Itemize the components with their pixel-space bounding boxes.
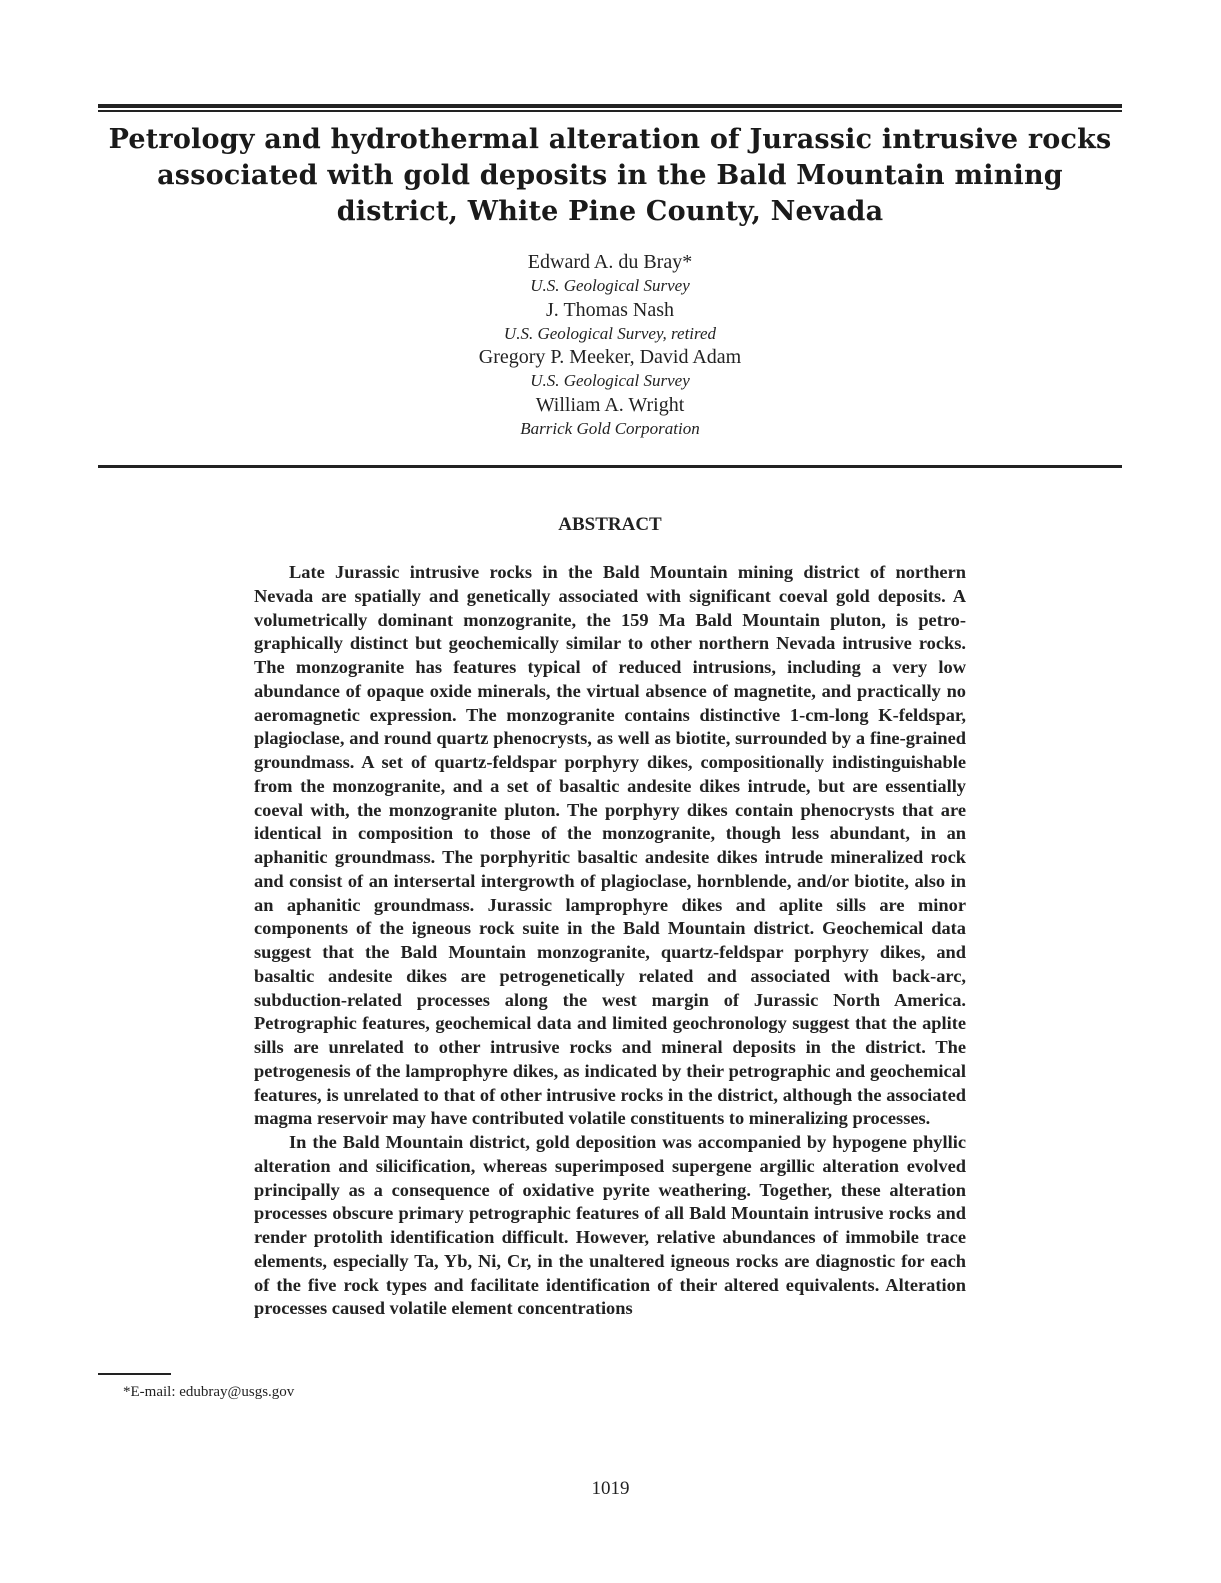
author-affiliation: U.S. Geological Survey [530, 276, 690, 295]
abstract-heading: ABSTRACT [558, 514, 662, 535]
footnote-rule [98, 1373, 171, 1375]
header-divider [98, 465, 1122, 468]
footnote-email: *E-mail: edubray@usgs.gov [123, 1384, 295, 1400]
title-rule-thin [98, 110, 1122, 112]
author-name: Gregory P. Meeker, David Adam [478, 346, 742, 368]
author-affiliation: Barrick Gold Corporation [520, 418, 700, 438]
abstract-paragraph: In the Bald Mountain district, gold deposition was accompanied by hypogene phyllic alteration and silicification, whereas superimposed supergene argillic alteration evolved principally as a consequence of oxidative pyrite weathering. Together, these alteration processes obscure primary petrographic features of all Bald Mountain intrusive rocks and render protolith identification difficult. However, relative abundances of immobile trace elements, especially Ta, Yb, Ni, Cr, in the unaltered igneous rocks are diagnostic for each of the five rock types and facilitate identification of their altered equivalents. Alteration processes caused volatile element concentrations [254, 1132, 966, 1319]
abstract-paragraph: Late Jurassic intrusive rocks in the Bald Mountain mining district of northern Nevada are spatially and genetically associated with significant coeval gold deposits. A volumetrically dominant monzogranite, the 159 Ma Bald Mountain pluton, is petrographically distinct but geochemically similar to other northern Nevada intrusive rocks. The monzogranite has features typical of reduced intrusions, including a very low abundance of opaque oxide minerals, the virtual absence of magnetite, and practically no aeromagnetic expression. The monzogranite contains distinctive 1-cm-long K-feldspar, plagioclase, and round quartz phenocrysts, as well as biotite, surrounded by a fine-grained groundmass. A set of quartz-feldspar porphyry dikes, compositionally indistinguishable from the monzogranite, and a set of basaltic andesite dikes intrude, but are essentially coeval with, the monzogranite pluton. The porphyry dikes contain phenocrysts that are identical in composition to those of the monzogranite, though less abundant, in an aphanitic groundmass. The porphyritic basaltic andesite dikes intrude mineralized rock and consist of an intersertal intergrowth of plagioclase, hornblende, and/or biotite, also in an aphanitic groundmass. Jurassic lamprophyre dikes and aplite sills are minor components of the igneous rock suite in the Bald Mountain district. Geochemical data suggest that the Bald Mountain monzogranite, quartz-feldspar porphyry dikes, and basaltic andesite dikes are petrogenetically related and associated with back-arc, subduction-related processes along the west margin of Jurassic North America. Petrographic features, geochemical data and limited geochronology suggest that the aplite sills are unrelated to other intrusive rocks and mineral deposits in the district. The petrogenesis of the lamprophyre dikes, as indicated by their petrographic and geochemical features, is unrelated to that of other intrusive rocks in the district, although the associated magma reservoir may have contributed volatile constituents to mineralizing processes. [254, 562, 966, 1129]
title-rule-thick [98, 104, 1122, 108]
author-name: J. Thomas Nash [546, 298, 674, 321]
author-name: Edward A. du Bray* [527, 251, 693, 273]
author-affiliation: U.S. Geological Survey, retired [503, 323, 717, 343]
author-name: William A. Wright [535, 393, 685, 416]
paper-title: Petrology and hydrothermal alteration of Jurassic intrusive rocks associated with gold deposits in the Bald Mountain mining district, White Pine County, Nevada [108, 124, 1112, 227]
page-number: 1019 [591, 1478, 630, 1499]
author-affiliation: U.S. Geological Survey [530, 371, 690, 390]
abstract-body [254, 561, 966, 1321]
author-block [98, 250, 1122, 440]
